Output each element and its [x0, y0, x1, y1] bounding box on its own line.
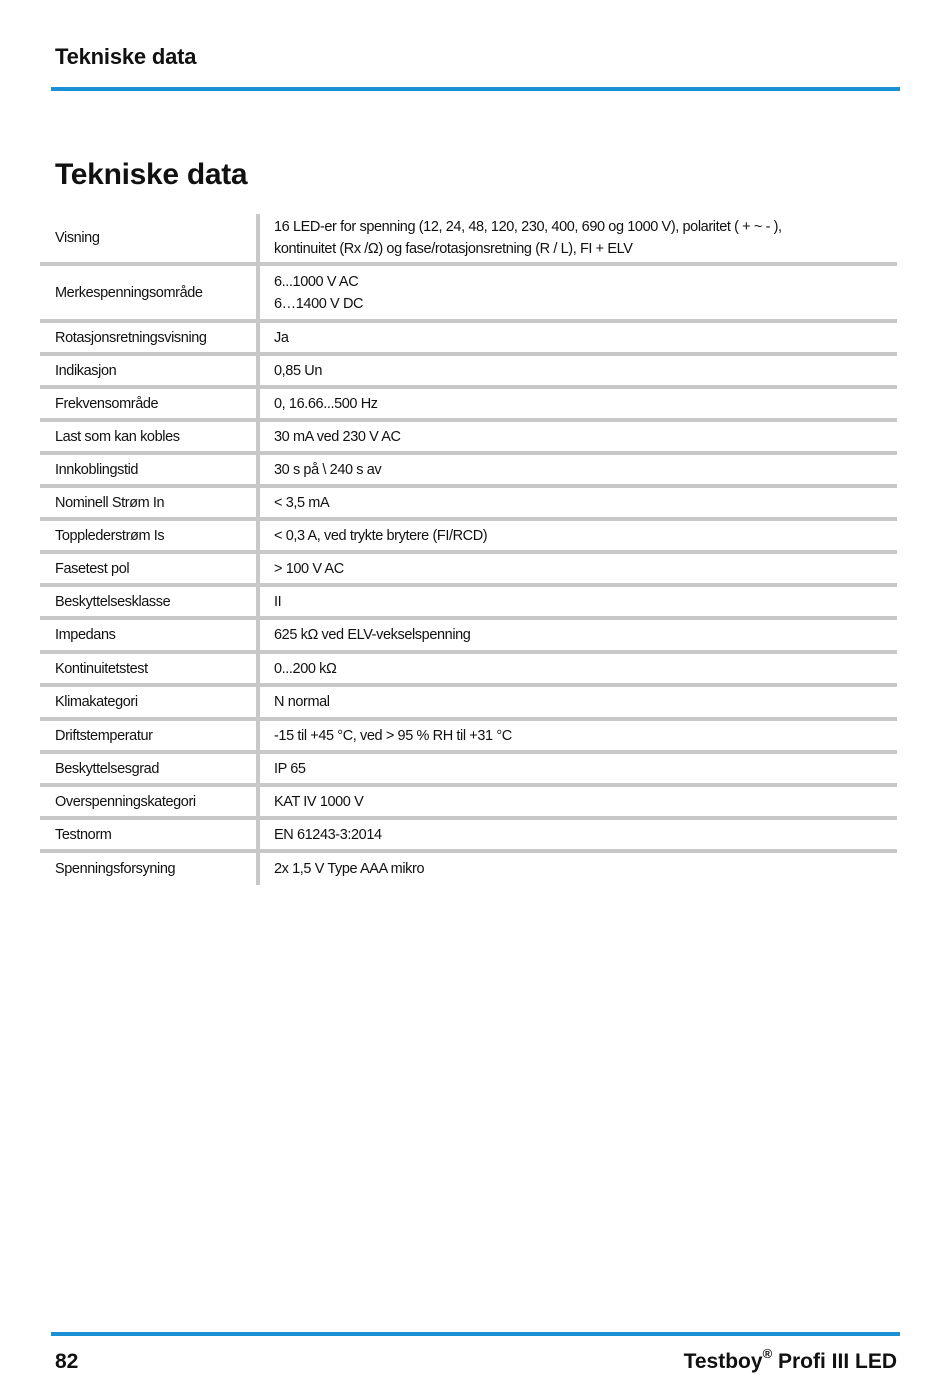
- spec-value: [256, 422, 897, 451]
- spec-value-line: -15 til +45 °C, ved > 95 % RH til +31 °C: [274, 727, 512, 744]
- table-row: [40, 853, 897, 885]
- spec-value-line: IP 65: [274, 760, 306, 777]
- table-row: [40, 214, 897, 266]
- page-title: Tekniske data: [55, 158, 248, 191]
- spec-label: Topplederstrøm Is: [55, 527, 165, 544]
- table-row: [40, 754, 897, 787]
- spec-value: [256, 587, 897, 616]
- spec-value: [256, 721, 897, 750]
- page-number: 82: [55, 1350, 79, 1373]
- spec-value-line: 625 kΩ ved ELV-vekselspenning: [274, 627, 471, 643]
- table-row: [40, 488, 897, 521]
- spec-value-line: 6…1400 V DC: [274, 295, 364, 312]
- product-model: Profi III LED: [772, 1350, 897, 1373]
- spec-label: Testnorm: [55, 826, 112, 843]
- spec-label: Driftstemperatur: [55, 727, 153, 744]
- table-row: [40, 266, 897, 323]
- table-row: [40, 389, 897, 422]
- table-row: [40, 687, 897, 721]
- spec-value-line: < 0,3 A, ved trykte brytere (FI/RCD): [274, 527, 488, 544]
- product-name: [684, 1348, 897, 1374]
- spec-value: [256, 787, 897, 816]
- spec-label: Beskyttelsesgrad: [55, 760, 160, 777]
- footer-divider: [51, 1332, 900, 1336]
- spec-value: [256, 455, 897, 484]
- spec-value-line: 0, 16.66...500 Hz: [274, 395, 378, 412]
- spec-label: Last som kan kobles: [55, 428, 180, 445]
- spec-label: Indikasjon: [55, 362, 117, 379]
- spec-value-line: II: [274, 593, 282, 610]
- spec-value: [256, 488, 897, 517]
- spec-value: [256, 754, 897, 783]
- spec-value: [256, 820, 897, 849]
- spec-value: [256, 323, 897, 352]
- spec-value-line: Ja: [274, 329, 289, 346]
- spec-label: Frekvensområde: [55, 395, 159, 412]
- table-row: [40, 554, 897, 587]
- spec-value-line: > 100 V AC: [274, 560, 344, 577]
- brand-name: Testboy: [683, 1350, 763, 1373]
- spec-label: Beskyttelsesklasse: [55, 593, 171, 610]
- table-row: [40, 323, 897, 356]
- header-divider: [51, 87, 900, 91]
- table-row: [40, 356, 897, 389]
- spec-value-line: 0,85 Un: [274, 362, 322, 379]
- spec-value: [256, 853, 897, 885]
- spec-value-line: < 3,5 mA: [274, 494, 330, 511]
- spec-label: Nominell Strøm In: [55, 494, 165, 511]
- spec-value: [256, 521, 897, 550]
- spec-value: [256, 620, 897, 650]
- spec-label: Visning: [55, 230, 100, 246]
- spec-value: [256, 554, 897, 583]
- spec-label: Rotasjonsretningsvisning: [55, 329, 207, 346]
- spec-value-line: KAT IV 1000 V: [274, 793, 364, 810]
- spec-value-line: 0...200 kΩ: [274, 660, 337, 677]
- table-row: [40, 721, 897, 754]
- spec-value-line: 6...1000 V AC: [274, 273, 359, 290]
- registered-mark: ®: [762, 1346, 773, 1361]
- spec-value-line: 2x 1,5 V Type AAA mikro: [274, 861, 425, 877]
- spec-value-line: EN 61243-3:2014: [274, 826, 382, 843]
- spec-label: Kontinuitetstest: [55, 660, 148, 677]
- spec-value-line: kontinuitet (Rx /Ω) og fase/rotasjonsretning (R / L), FI + ELV: [274, 241, 633, 257]
- spec-value-line: N normal: [274, 694, 330, 710]
- running-header-title: Tekniske data: [55, 44, 197, 69]
- spec-value-line: 30 s på \ 240 s av: [274, 461, 382, 478]
- table-row: [40, 820, 897, 853]
- table-row: [40, 521, 897, 554]
- spec-label: Overspenningskategori: [55, 793, 196, 810]
- spec-label: Innkoblingstid: [55, 461, 139, 478]
- spec-value-line: 16 LED-er for spenning (12, 24, 48, 120, 230, 400, 690 og 1000 V), polaritet ( + ~ - ),: [274, 219, 782, 235]
- spec-value: [256, 266, 897, 319]
- table-row: [40, 787, 897, 820]
- spec-table: [40, 214, 897, 885]
- spec-label: Merkespenningsområde: [55, 284, 203, 301]
- spec-value: [256, 356, 897, 385]
- spec-value: [256, 687, 897, 717]
- spec-label: Klimakategori: [55, 694, 138, 710]
- table-row: [40, 422, 897, 455]
- spec-label: Fasetest pol: [55, 560, 130, 577]
- spec-value: [256, 654, 897, 683]
- spec-value: [256, 389, 897, 418]
- table-row: [40, 620, 897, 654]
- table-row: [40, 587, 897, 620]
- spec-label: Spenningsforsyning: [55, 861, 176, 877]
- table-row: [40, 654, 897, 687]
- table-row: [40, 455, 897, 488]
- spec-value: [256, 214, 897, 262]
- spec-value-line: 30 mA ved 230 V AC: [274, 428, 401, 445]
- spec-label: Impedans: [55, 627, 116, 643]
